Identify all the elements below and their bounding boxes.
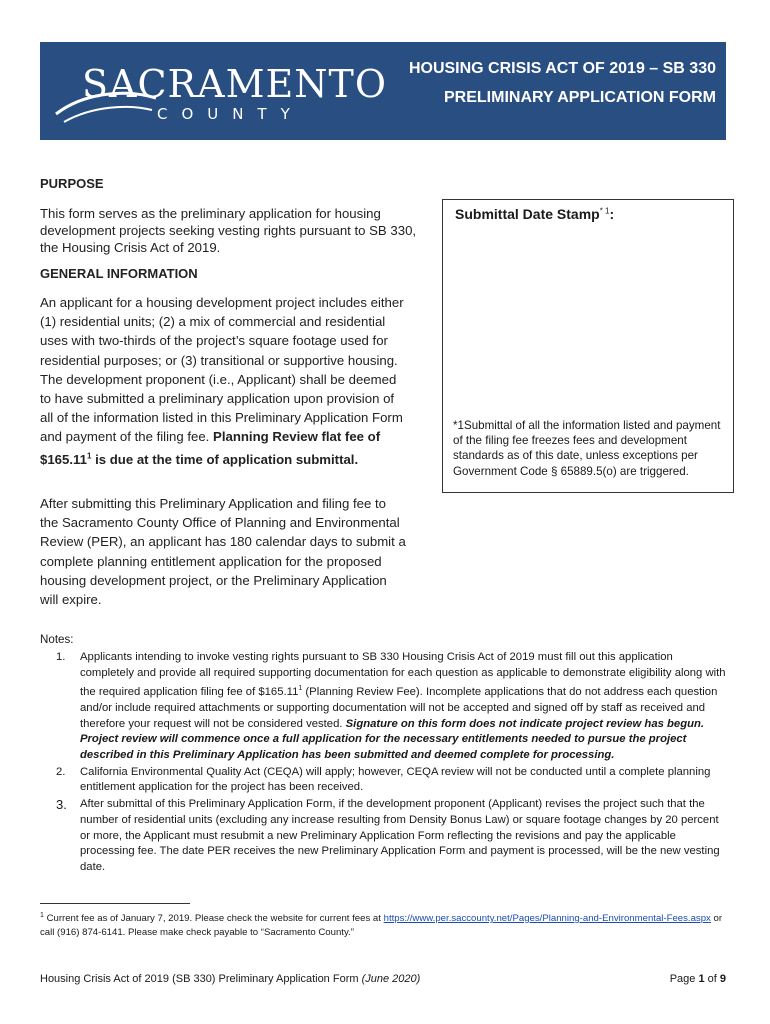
footer-title-text: Housing Crisis Act of 2019 (SB 330) Preliminary Application Form bbox=[40, 973, 362, 985]
after-submission-text: After submitting this Preliminary Application and filing fee to the Sacramento County Office of Planning and Environmental Review (PER), an applicant has 180 calendar days to submit a complete planning entitlement application for the proposed housing development project, or the Preliminary Application will expire. bbox=[40, 496, 406, 608]
footer-title-date: (June 2020) bbox=[361, 973, 421, 985]
note-number: 2. bbox=[56, 765, 66, 778]
stamp-title bbox=[455, 206, 614, 222]
footer-document-title bbox=[40, 973, 420, 985]
stamp-note: *1Submittal of all the information listed and payment of the filing fee freezes fees and development standards as of this date, unless exceptions per Government Code § 65889.5(o) are triggered. bbox=[453, 419, 721, 478]
footnote-text-b: or call (916) 874-6141. Please make check payable to “Sacramento County.” bbox=[40, 913, 723, 939]
footnote-text-a: Current fee as of January 7, 2019. Please check the website for current fees at bbox=[43, 913, 384, 925]
stamp-title-colon: : bbox=[609, 206, 615, 222]
note-1-sup: 1 bbox=[298, 685, 303, 693]
note-1-bold: Signature on this form does not indicate project review has begun. Project review will commence once a full application for the necessary entitlements needed to pursue the project described in this Preliminary Application has been submitted and deemed complete for processing. bbox=[80, 717, 705, 761]
footer-page-number bbox=[670, 973, 726, 985]
general-info-heading: GENERAL INFORMATION bbox=[40, 266, 198, 281]
note-item-3 bbox=[44, 797, 728, 876]
general-info-plain: An applicant for a housing development project includes either (1) residential units; (2) a mix of commercial and residential uses with two-thirds of the project’s square footage used for residential purposes; or (3) transitional or supportive housing. The development proponent (i.e., Applicant) shall be deemed to have submitted a preliminary application upon provision of all of the information listed in this Preliminary Application Form and payment of the filing fee. bbox=[40, 295, 404, 445]
footnote bbox=[40, 909, 730, 940]
note-3-text: After submittal of this Preliminary Application Form, if the development proponent (Applicant) revises the project such that the number of residential units (excluding any increase resulting from Density Bonus Law) or square footage changes by 20 percent or more, the Applicant must resubmit a new Preliminary Application Form reflecting the revisions and pay the applicable processing fee. The date PER receives the new Preliminary Application Form and payment is processed, will be the new vesting date. bbox=[80, 798, 720, 873]
note-item-2 bbox=[44, 765, 728, 796]
footnote-divider bbox=[40, 903, 190, 904]
title-line-2: PRELIMINARY APPLICATION FORM bbox=[444, 89, 716, 106]
header-banner bbox=[40, 42, 726, 140]
page-current: 1 bbox=[698, 973, 705, 985]
notes-list bbox=[44, 650, 728, 876]
note-1-text-b: (Planning Review Fee). Incomplete applications that do not address each question and/or include required attachments or supporting documentation will not be accepted and signed off by staff as received and therefore your request will not be considered vested. bbox=[80, 686, 718, 730]
note-1-text-a: Applicants intending to invoke vesting rights pursuant to SB 330 Housing Crisis Act of 2019 must fill out this application completely and provide all required supporting documentation for each question as applicable to demonstrate eligibility along with the required application filing fee of $165.11 bbox=[80, 651, 726, 699]
note-number: 1. bbox=[56, 651, 66, 663]
general-info-text bbox=[40, 293, 406, 469]
note-number: 3. bbox=[56, 797, 67, 813]
fees-link[interactable]: https://www.per.saccounty.net/Pages/Planning-and-Environmental-Fees.aspx bbox=[383, 913, 711, 925]
fee-text-tail: is due at the time of application submittal. bbox=[91, 452, 359, 468]
fee-text: Planning Review flat fee of $165.11 bbox=[40, 429, 381, 468]
note-2-text: California Environmental Quality Act (CEQA) will apply; however, CEQA review will not be conducted until a complete planning entitlement application for the project has been received. bbox=[80, 765, 711, 794]
fee-footnote-ref: 1 bbox=[86, 451, 92, 461]
page-prefix: Page bbox=[669, 973, 699, 985]
logo-wordmark: SACRAMENTO bbox=[82, 62, 388, 106]
note-item-1 bbox=[44, 650, 728, 764]
page-total: 9 bbox=[719, 973, 726, 985]
stamp-title-text: Submittal Date Stamp bbox=[455, 206, 600, 222]
title-line-1: HOUSING CRISIS ACT OF 2019 – SB 330 bbox=[408, 60, 716, 77]
page-title bbox=[409, 54, 716, 112]
purpose-heading: PURPOSE bbox=[40, 176, 104, 191]
county-logo bbox=[52, 52, 388, 132]
footnote-sup: 1 bbox=[40, 912, 44, 919]
purpose-text: This form serves as the preliminary application for housing development projects seeking vesting rights pursuant to SB 330, the Housing Crisis Act of 2019. bbox=[40, 206, 417, 255]
notes-label: Notes: bbox=[40, 633, 74, 646]
page-of: of bbox=[704, 973, 720, 985]
stamp-title-sup: * 1 bbox=[599, 206, 610, 216]
submittal-date-stamp-box bbox=[442, 199, 734, 493]
logo-subtitle: COUNTY bbox=[157, 105, 304, 123]
